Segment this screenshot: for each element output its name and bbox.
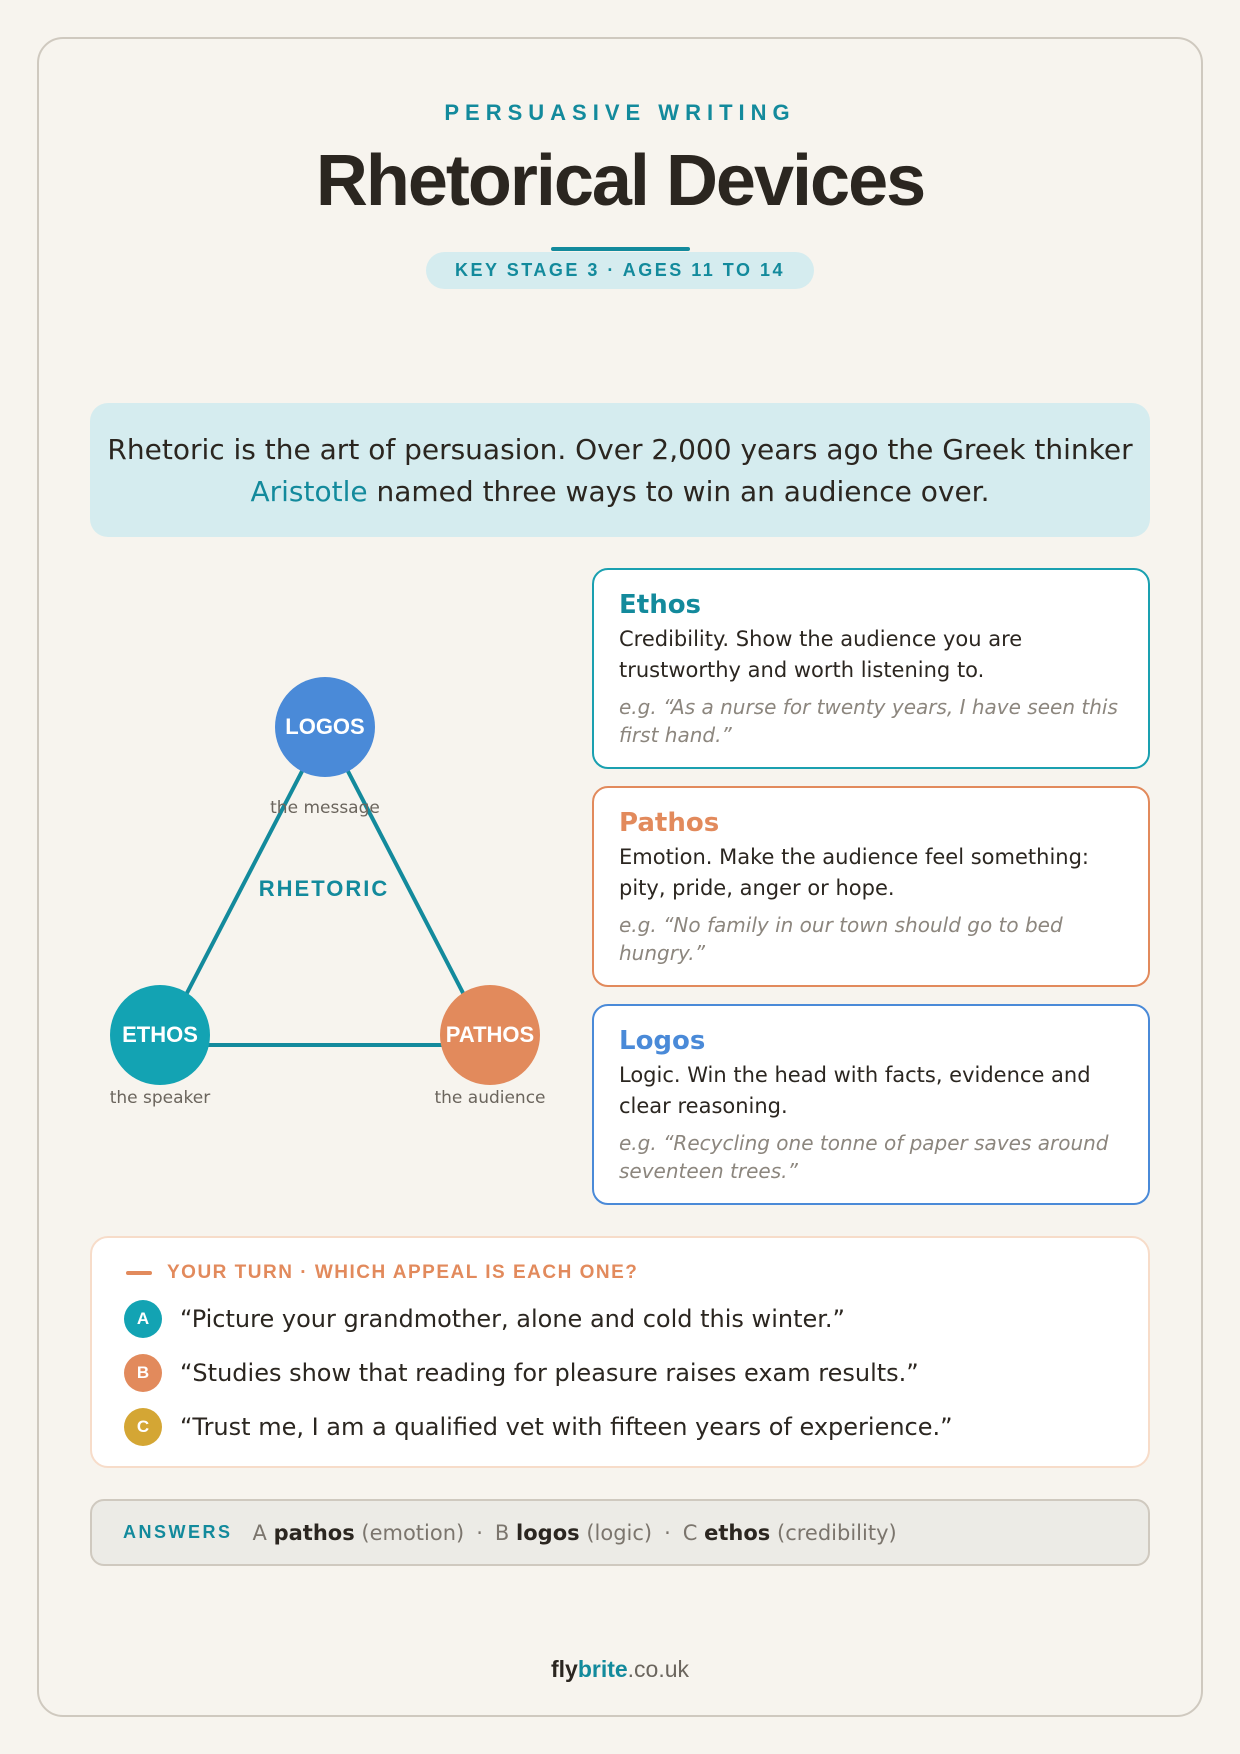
answer-separator: · (664, 1520, 671, 1545)
question-row-c (124, 1408, 953, 1446)
answers-label: ANSWERS (123, 1522, 233, 1542)
heading-dash (126, 1271, 152, 1275)
eyebrow: PERSUASIVE WRITING (444, 100, 796, 125)
brand-logo[interactable] (0, 1656, 1240, 1683)
card-description: Credibility. Show the audience you are trustworthy and worth listening to. (619, 627, 1023, 682)
intro-highlight: Aristotle (250, 475, 368, 508)
key-stage-badge: KEY STAGE 3 · AGES 11 TO 14 (426, 252, 814, 289)
answer-b (495, 1521, 652, 1545)
card-title: Ethos (619, 590, 702, 620)
intro-text: Rhetoric is the art of persuasion. Over 2,000 years ago the Greek thinker (107, 433, 1133, 466)
answer-letter: C (682, 1520, 698, 1545)
card-description: Emotion. Make the audience feel something: pity, pride, anger or hope. (619, 845, 1089, 900)
card-example: e.g. “Recycling one tonne of paper saves around seventeen trees.” (619, 1131, 1109, 1183)
your-turn-panel (90, 1236, 1150, 1468)
question-badge-a: A (124, 1300, 162, 1338)
your-turn-heading-text: YOUR TURN · WHICH APPEAL IS EACH ONE? (167, 1262, 639, 1283)
page-title: Rhetorical Devices (315, 141, 925, 221)
pathos-node (440, 985, 540, 1085)
card-example: e.g. “No family in our town should go to bed hungry.” (619, 913, 1063, 965)
your-turn-heading (126, 1262, 638, 1284)
card-title: Pathos (619, 808, 720, 838)
pathos-caption: the audience (434, 1088, 546, 1108)
rhetoric-label: RHETORIC (258, 876, 390, 901)
pathos-card (592, 786, 1150, 987)
brand-brite: brite (577, 1656, 628, 1682)
answer-a (253, 1521, 465, 1545)
question-text-c: “Trust me, I am a qualified vet with fifteen years of experience.” (180, 1413, 953, 1441)
ethos-node-label: ETHOS (122, 1022, 198, 1047)
answer-letter: B (494, 1520, 510, 1545)
answer-appeal: logos (516, 1520, 580, 1545)
card-description: Logic. Win the head with facts, evidence and clear reasoning. (619, 1063, 1091, 1118)
intro-text-end: named three ways to win an audience over. (367, 475, 990, 508)
question-text-b: “Studies show that reading for pleasure raises exam results.” (180, 1359, 919, 1387)
logos-node-label: LOGOS (285, 714, 365, 739)
question-row-b (124, 1354, 919, 1392)
logos-node (275, 677, 375, 777)
card-example: e.g. “As a nurse for twenty years, I have seen this first hand.” (619, 695, 1118, 747)
answer-separator: · (476, 1520, 483, 1545)
answer-gloss: (logic) (586, 1520, 653, 1545)
brand-fly: fly (550, 1656, 578, 1682)
logos-caption: the message (270, 798, 380, 818)
brand-domain: .co.uk (627, 1656, 690, 1682)
pathos-node-label: PATHOS (445, 1022, 535, 1047)
answer-gloss: (credibility) (777, 1520, 897, 1545)
question-badge-c: C (124, 1408, 162, 1446)
question-text-a: “Picture your grandmother, alone and cold this winter.” (180, 1305, 845, 1333)
answer-appeal: ethos (704, 1520, 771, 1545)
question-badge-b: B (124, 1354, 162, 1392)
answer-letter: A (252, 1520, 267, 1545)
ethos-caption: the speaker (109, 1088, 211, 1108)
ethos-node (110, 985, 210, 1085)
answers-bar (90, 1499, 1150, 1566)
ethos-card (592, 568, 1150, 769)
answer-appeal: pathos (273, 1520, 355, 1545)
answer-c (683, 1521, 897, 1545)
answer-gloss: (emotion) (361, 1520, 465, 1545)
question-row-a (124, 1300, 845, 1338)
logos-card (592, 1004, 1150, 1205)
card-title: Logos (619, 1026, 706, 1056)
